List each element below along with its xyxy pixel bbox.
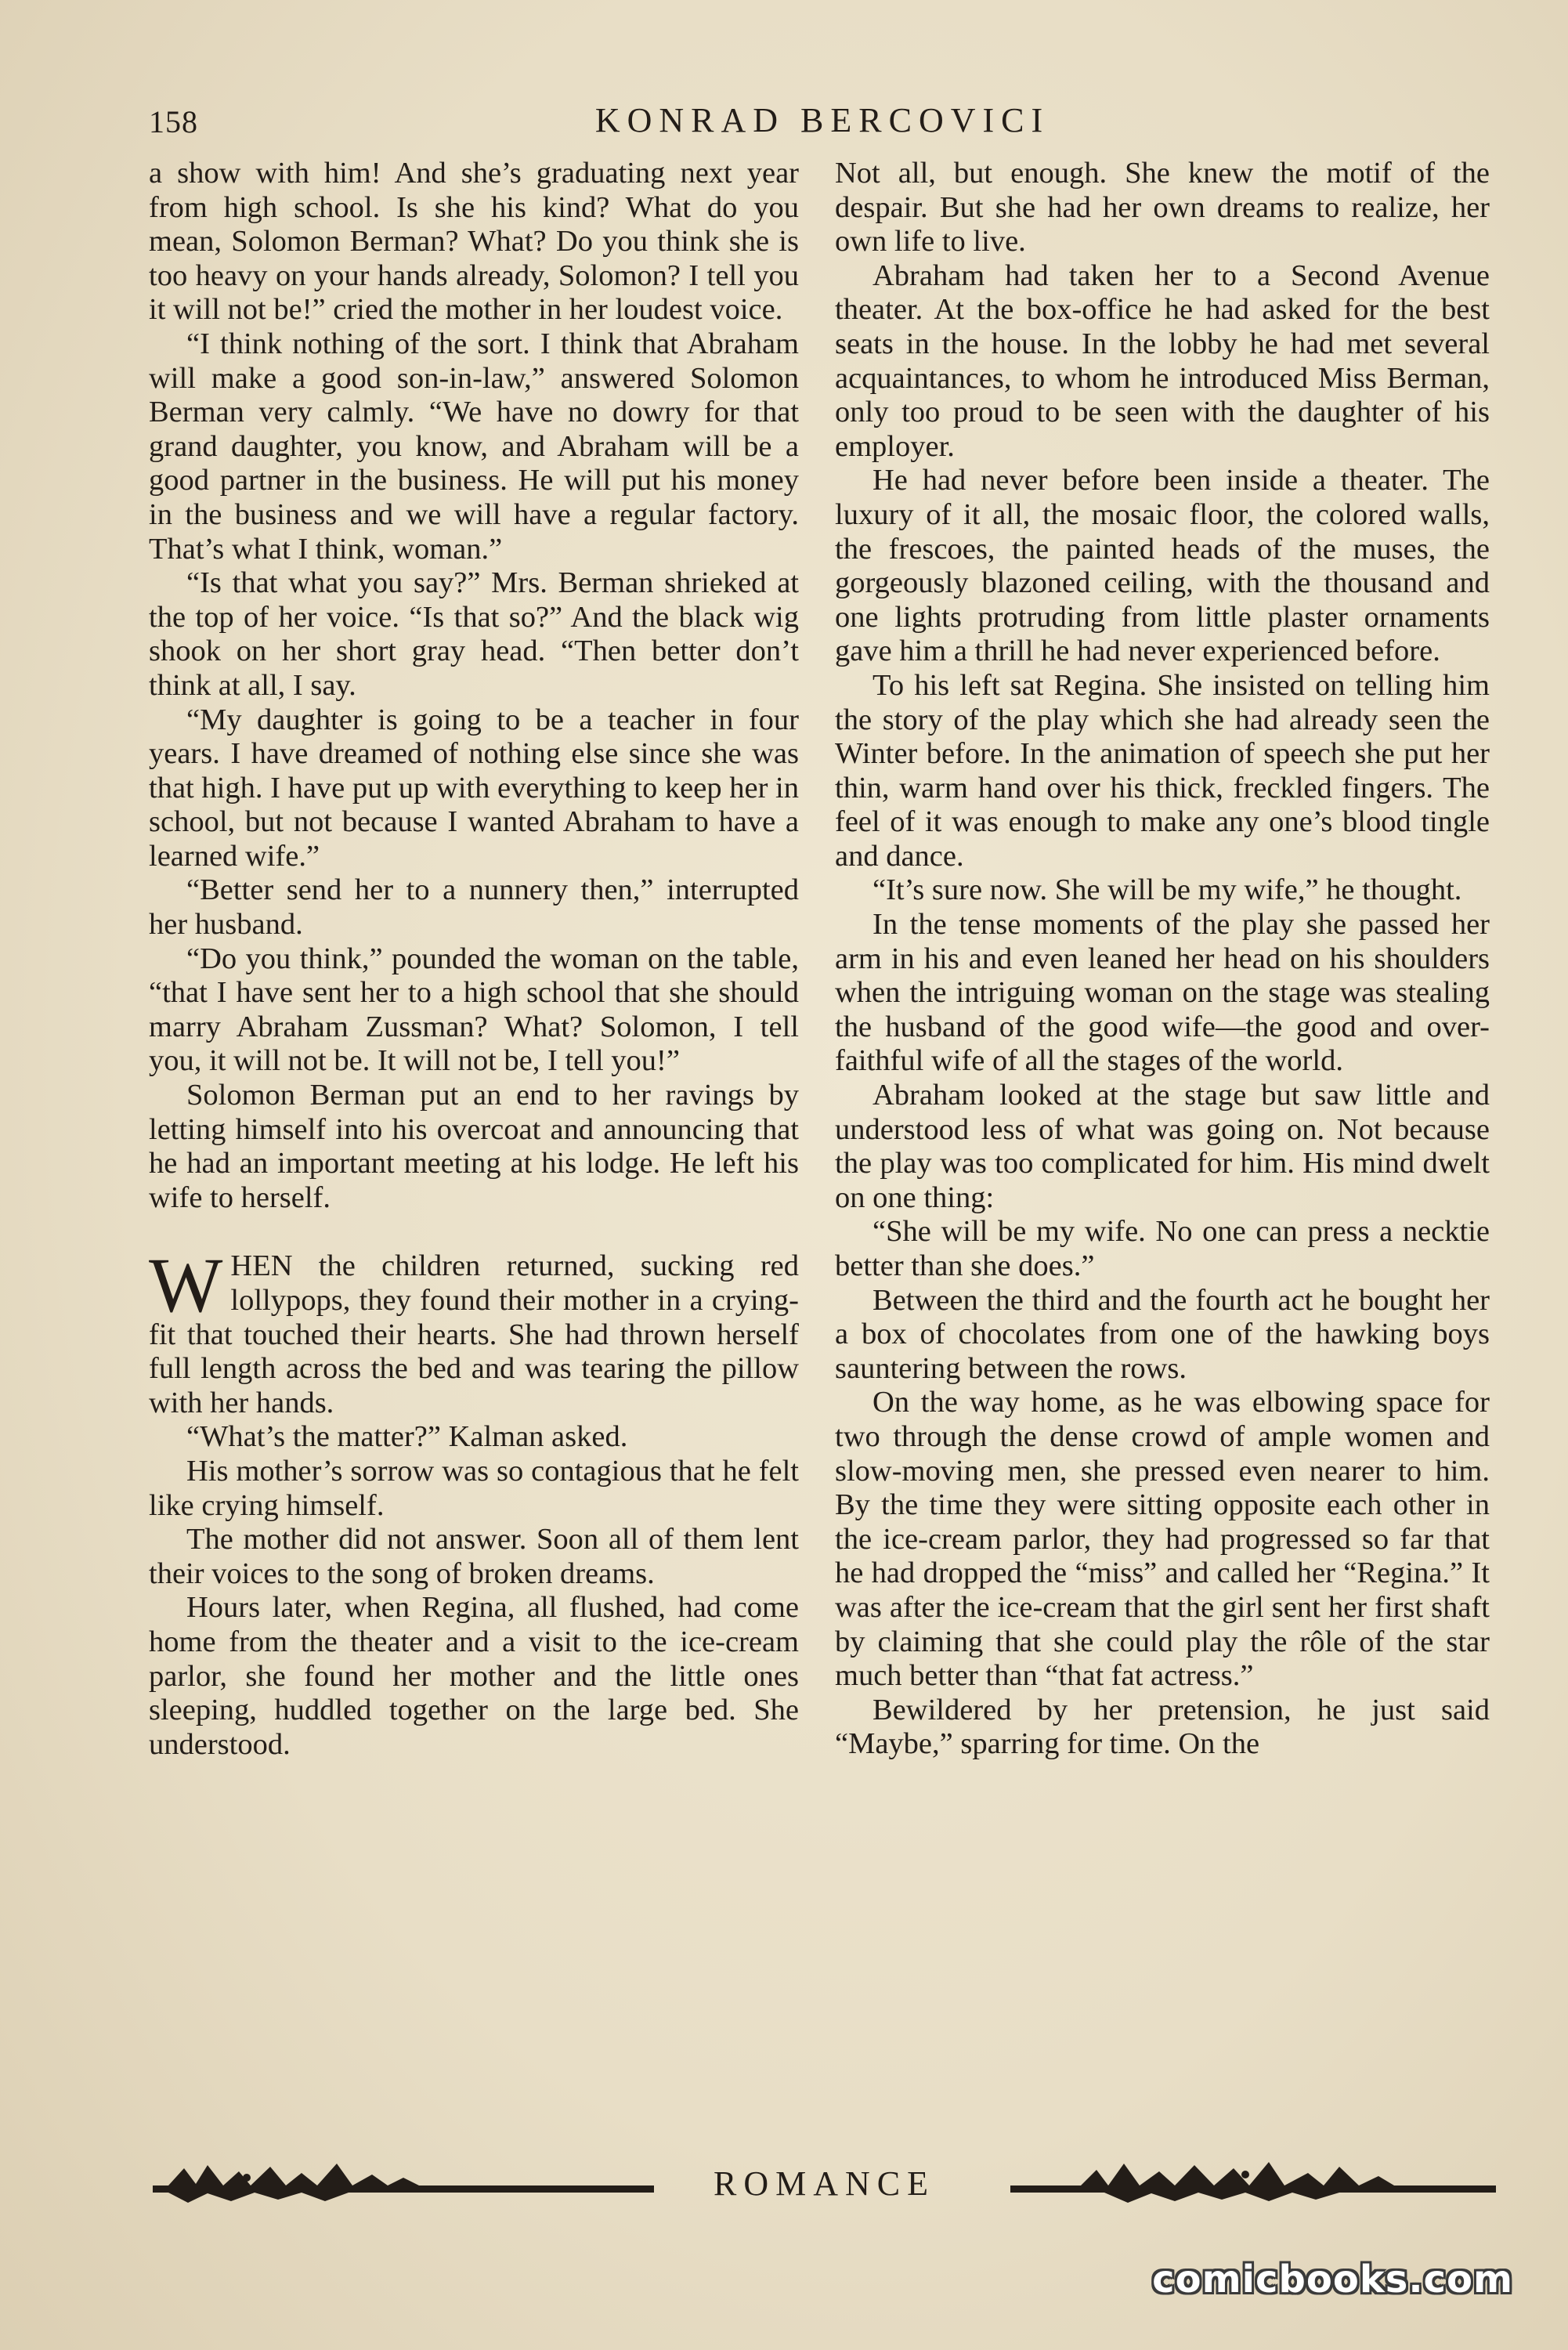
right-column xyxy=(835,157,1490,1762)
paragraph: Between the third and the fourth act he bought her a box of chocolates from one of the hawking boys sauntering between the rows. xyxy=(835,1283,1490,1385)
paragraph: The mother did not answer. Soon all of them lent their voices to the song of broken dreams. xyxy=(149,1523,799,1590)
paragraph: “I think nothing of the sort. I think that Abraham will make a good son-in-law,” answered Solomon Berman very calmly. “We have no dowry for that grand daughter, you know, and Abraham will be a good partner in the business. He will put his money in the business and we will have a regular factory. That’s what I think, woman.” xyxy=(149,327,799,566)
drop-cap: W xyxy=(149,1242,223,1329)
paragraph: “She will be my wife. No one can press a necktie better than she does.” xyxy=(835,1215,1490,1282)
paragraph: To his left sat Regina. She insisted on telling him the story of the play which she had already seen the Winter before. In the animation of speech she put her thin, warm hand over his thick, freckled fingers. The feel of it was enough to make any one’s blood tingle and dance. xyxy=(835,668,1490,873)
paragraph: Bewildered by her pretension, he just said “Maybe,” sparring for time. On the xyxy=(835,1693,1490,1761)
paragraph: In the tense moments of the play she passed her arm in his and even leaned her head on his shoulders when the intriguing woman on the stage was stealing the husband of the good wife—the good and over-faithful wife of all the stages of the world. xyxy=(835,908,1490,1078)
paragraph: He had never before been inside a theater. The luxury of it all, the mosaic floor, the colored walls, the frescoes, the painted heads of the muses, the gorgeously blazoned ceiling, with the thousand and one lights protruding from little plaster ornaments gave him a thrill he had never experienced before. xyxy=(835,464,1490,668)
opening-text: HEN the children returned, sucking red lollypops, they found their mother in a crying-fit that touched their hearts. She had thrown herself full length across the bed and was tearing the pillow with her hands. xyxy=(149,1249,799,1419)
paragraph: His mother’s sorrow was so contagious that he felt like crying himself. xyxy=(149,1454,799,1522)
paragraph: “It’s sure now. She will be my wife,” he thought. xyxy=(873,873,1462,907)
paragraph: Not all, but enough. She knew the motif of the despair. But she had her own dreams to realize, her own life to live. xyxy=(835,157,1490,258)
section-break xyxy=(149,1215,799,1249)
paragraph: Solomon Berman put an end to her ravings by letting himself into his overcoat and announcing that he had an important meeting at his lodge. He left his wife to herself. xyxy=(149,1079,799,1214)
paragraph: “My daughter is going to be a teacher in four years. I have dreamed of nothing else since she was that high. I have put up with everything to keep her in school, but not because I wanted Abraham to have a learned wife.” xyxy=(149,703,799,873)
paragraph: “Better send her to a nunnery then,” interrupted her husband. xyxy=(149,873,799,942)
left-column xyxy=(149,157,799,1762)
paragraph: On the way home, as he was elbowing space for two through the dense crowd of ample women and slow-moving men, she pressed even nearer to him. By the time they were sitting opposite each other in the ice-cream parlor, they had progressed so far that he had dropped the “miss” and called her “Regina.” It was after the ice-cream that the girl sent her first shaft by claiming that she could play the rôle of the star much better than “that fat actress.” xyxy=(835,1386,1490,1693)
paragraph: “Is that what you say?” Mrs. Berman shrieked at the top of her voice. “Is that so?” And the black wig shook on her short gray head. “Then better don’t think at all, I say. xyxy=(149,566,799,702)
watermark: comicbooks.com xyxy=(1152,2258,1513,2301)
paragraph: Abraham had taken her to a Second Avenue theater. At the box-office he had asked for the best seats in the house. In the lobby he had met several acquaintances, to whom he introduced Miss Berman, only too proud to be seen with the daughter of his employer. xyxy=(835,258,1490,463)
paragraph: Abraham looked at the stage but saw little and understood less of what was going on. Not because the play was too complicated for him. His mind dwelt on one thing: xyxy=(835,1079,1490,1214)
magazine-title: ROMANCE xyxy=(713,2164,936,2203)
paragraph: “Do you think,” pounded the woman on the table, “that I have sent her to a high school that she should marry Abraham Zussman? What? Solomon, I tell you, it will not be. It will not be, I tell you!” xyxy=(149,942,799,1078)
paragraph: Hours later, when Regina, all flushed, had come home from the theater and a visit to the ice-cream parlor, she found her mother and the little ones sleeping, huddled together on the large bed. She understood. xyxy=(149,1591,799,1761)
page-header xyxy=(149,100,1496,147)
section-opening-paragraph xyxy=(149,1242,799,1420)
paragraph: “What’s the matter?” Kalman asked. xyxy=(186,1420,628,1454)
footer-ornament-right xyxy=(1010,2154,1496,2209)
paragraph: a show with him! And she’s graduating next year from high school. Is she his kind? What do you mean, Solomon Berman? What? Do you think she is too heavy on your hands already, Solomon? I tell you it will not be!” cried the mother in her loudest voice. xyxy=(149,157,799,327)
page-number: 158 xyxy=(149,104,198,139)
page-footer xyxy=(153,2146,1496,2217)
running-head-author: KONRAD BERCOVICI xyxy=(594,101,1050,139)
